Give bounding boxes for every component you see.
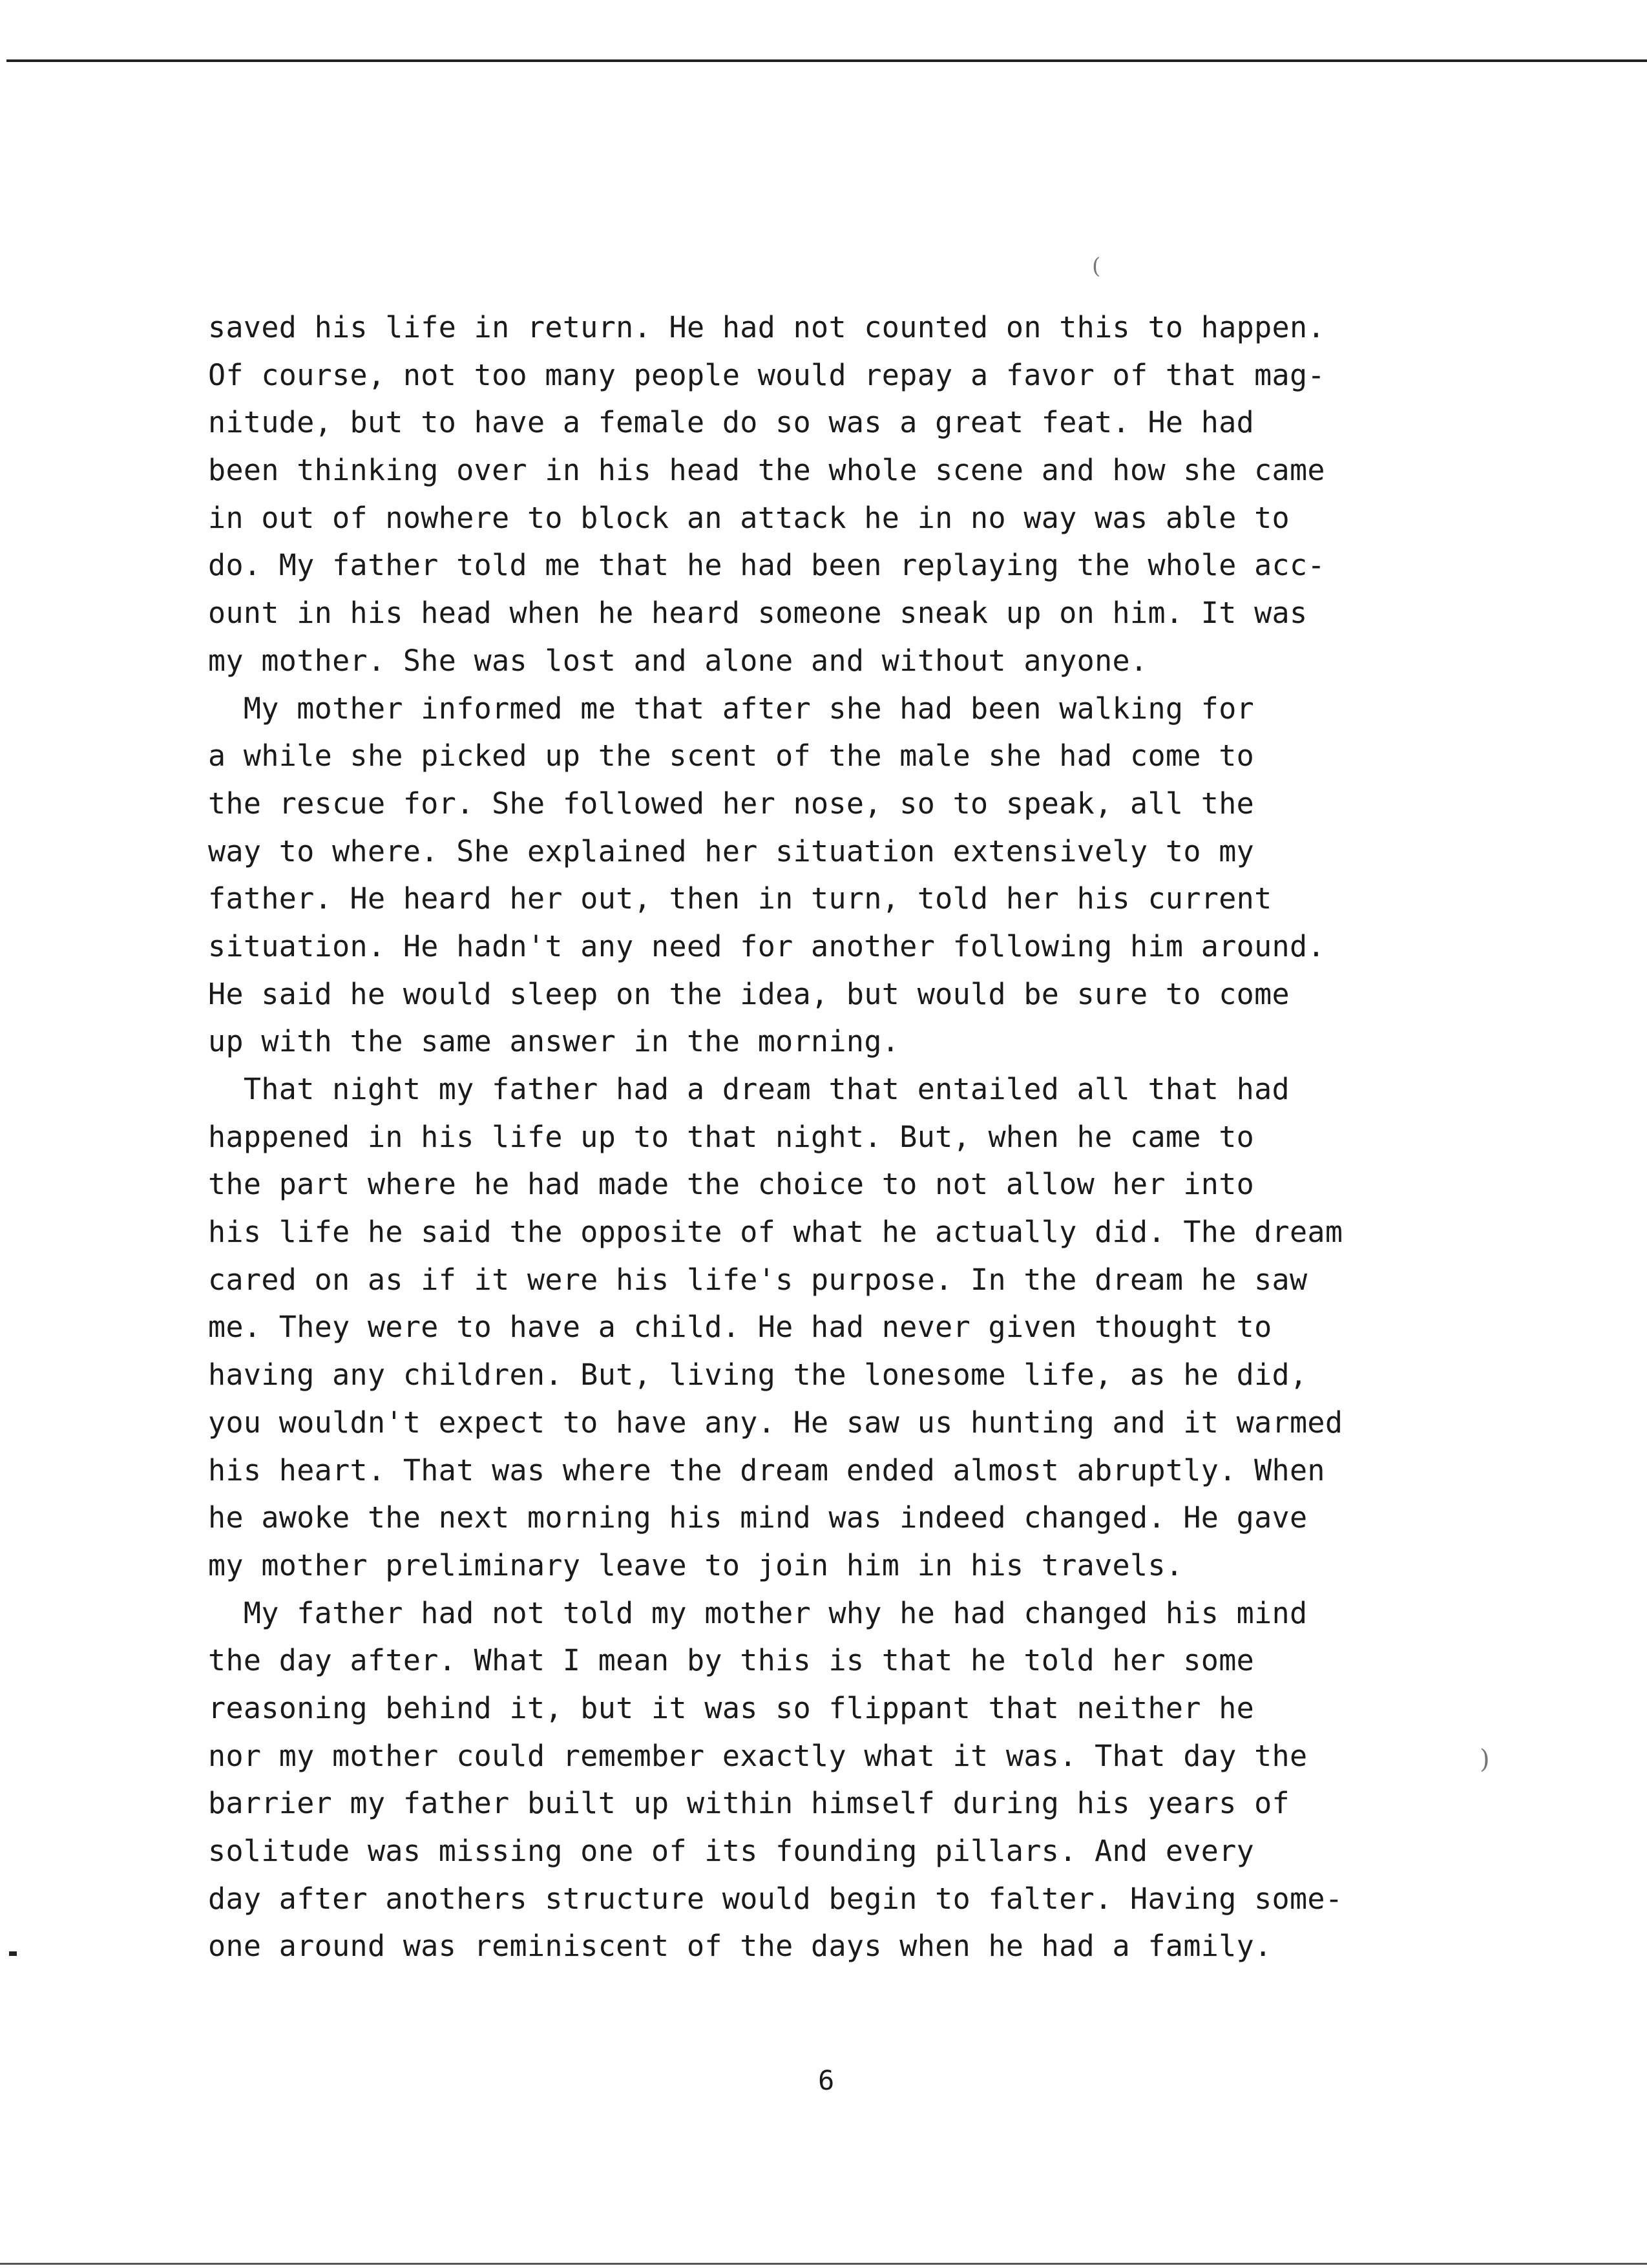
margin-mark	[9, 1951, 17, 1956]
text-line: nor my mother could remember exactly what it was. That day the	[208, 1738, 1308, 1773]
text-line: the day after. What I mean by this is that he told her some	[208, 1643, 1255, 1678]
text-line: solitude was missing one of its founding pillars. And every	[208, 1834, 1255, 1868]
text-line: he awoke the next morning his mind was indeed changed. He gave	[208, 1500, 1308, 1535]
text-line: happened in his life up to that night. But, when he came to	[208, 1119, 1255, 1154]
text-line: been thinking over in his head the whole scene and how she came	[208, 453, 1325, 488]
text-line: reasoning behind it, but it was so flippant that neither he	[208, 1690, 1255, 1725]
text-line: situation. He hadn't any need for another following him around.	[208, 929, 1325, 963]
text-line: you wouldn't expect to have any. He saw us hunting and it warmed	[208, 1405, 1343, 1440]
text-line: my mother preliminary leave to join him in his travels.	[208, 1548, 1184, 1582]
text-line: me. They were to have a child. He had never given thought to	[208, 1310, 1272, 1345]
page-number: 6	[818, 2064, 835, 2096]
body-text	[208, 304, 1487, 1970]
text-line: nitude, but to have a female do so was a great feat. He had	[208, 405, 1255, 440]
stray-mark-top: (	[1092, 253, 1101, 279]
text-line: He said he would sleep on the idea, but would be sure to come	[208, 976, 1290, 1011]
text-line: a while she picked up the scent of the male she had come to	[208, 739, 1255, 773]
text-line: the rescue for. She followed her nose, so to speak, all the	[208, 786, 1255, 821]
stray-mark-right: )	[1480, 1745, 1490, 1774]
top-rule	[6, 59, 1647, 62]
text-line: ount in his head when he heard someone sneak up on him. It was	[208, 596, 1308, 631]
text-line: having any children. But, living the lonesome life, as he did,	[208, 1358, 1308, 1392]
text-line: way to where. She explained her situation extensively to my	[208, 834, 1255, 868]
text-line: up with the same answer in the morning.	[208, 1024, 900, 1059]
text-line: That night my father had a dream that entailed all that had	[208, 1072, 1290, 1106]
text-line: Of course, not too many people would repay a favor of that mag-	[208, 357, 1325, 392]
text-line: in out of nowhere to block an attack he in no way was able to	[208, 500, 1290, 535]
text-line: My mother informed me that after she had been walking for	[208, 691, 1255, 726]
text-line: cared on as if it were his life's purpose. In the dream he saw	[208, 1262, 1308, 1297]
text-line: the part where he had made the choice to not allow her into	[208, 1167, 1255, 1202]
text-line: my mother. She was lost and alone and without anyone.	[208, 643, 1148, 678]
text-line: saved his life in return. He had not counted on this to happen.	[208, 310, 1325, 344]
text-line: do. My father told me that he had been replaying the whole acc-	[208, 548, 1325, 583]
text-line: barrier my father built up within himself during his years of	[208, 1786, 1290, 1821]
text-line: My father had not told my mother why he had changed his mind	[208, 1595, 1308, 1630]
text-line: day after anothers structure would begin to falter. Having some-	[208, 1881, 1343, 1916]
text-line: his heart. That was where the dream ended almost abruptly. When	[208, 1453, 1325, 1487]
bottom-rule	[0, 2263, 1647, 2265]
text-line: one around was reminiscent of the days when he had a family.	[208, 1929, 1272, 1964]
text-line: father. He heard her out, then in turn, told her his current	[208, 881, 1272, 916]
text-line: his life he said the opposite of what he actually did. The dream	[208, 1215, 1343, 1250]
